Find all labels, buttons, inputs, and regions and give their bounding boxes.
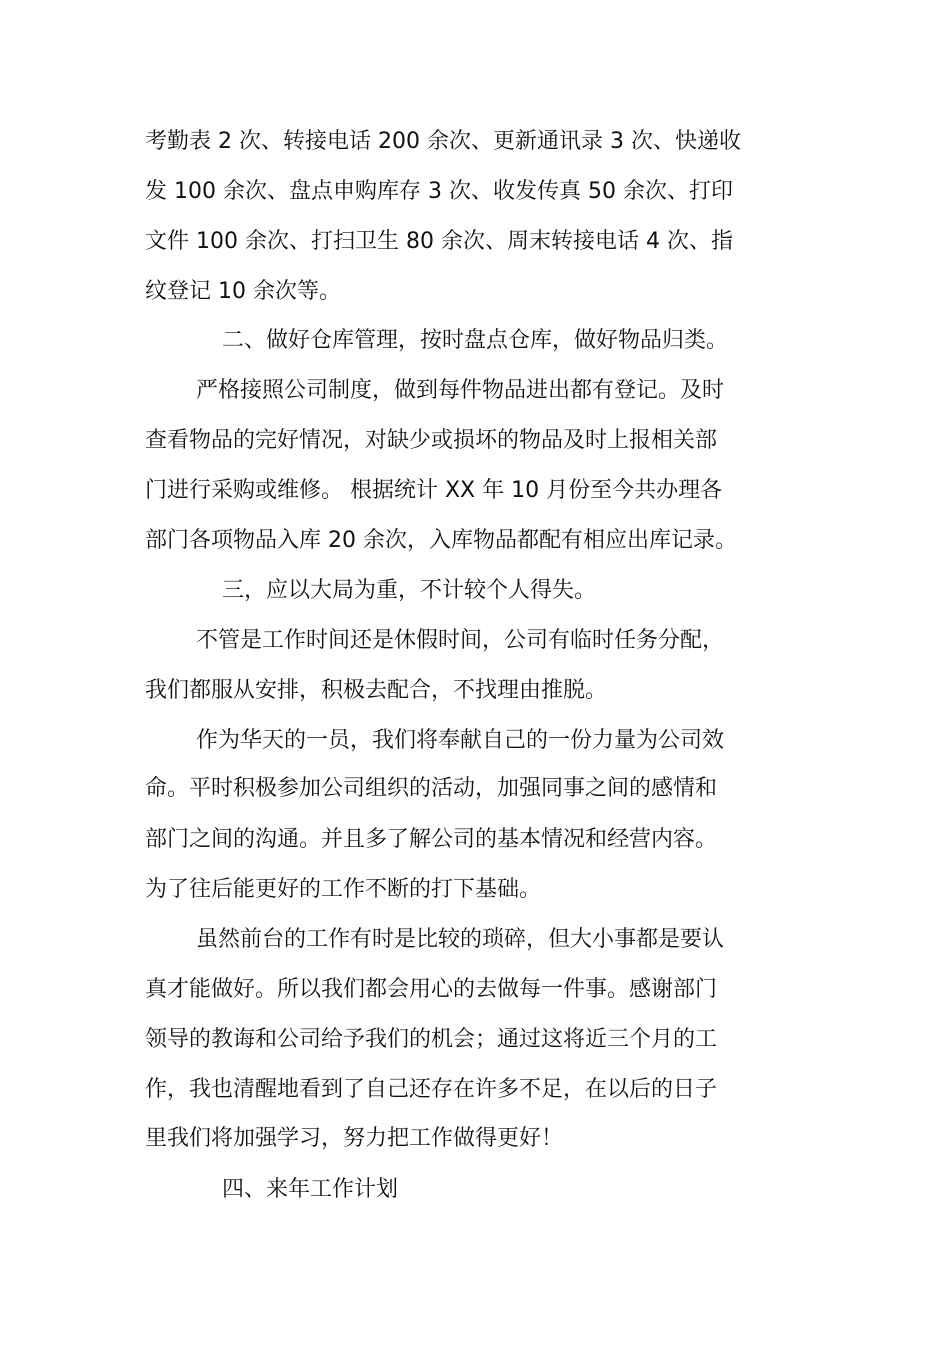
text-line-13: 作为华天的一员，我们将奉献自己的一份力量为公司效 [196,728,725,753]
text-line-1: 考勤表 2 次、转接电话 200 余次、更新通讯录 3 次、快递收 [145,129,741,154]
text-line-11: 不管是工作时间还是休假时间，公司有临时任务分配， [196,628,725,653]
section-heading-2: 二、做好仓库管理，按时盘点仓库，做好物品归类。 [222,328,729,353]
text-line-6: 严格接照公司制度，做到每件物品进出都有登记。及时 [196,378,725,403]
text-line-3: 文件 100 余次、打扫卫生 80 余次、周末转接电话 4 次、指 [145,229,733,254]
text-line-12: 我们都服从安排，积极去配合，不找理由推脱。 [145,678,608,703]
section-heading-3: 三，应以大局为重，不计较个人得失。 [222,578,597,603]
text-line-14: 命。平时积极参加公司组织的活动，加强同事之间的感情和 [145,776,718,801]
text-line-9: 部门各项物品入库 20 余次，入库物品都配有相应出库记录。 [145,528,737,553]
text-line-18: 真才能做好。所以我们都会用心的去做每一件事。感谢部门 [145,977,718,1002]
section-heading-4: 四、来年工作计划 [222,1177,399,1202]
text-line-21: 里我们将加强学习，努力把工作做得更好！ [145,1126,564,1151]
text-line-8: 门进行采购或维修。 根据统计 XX 年 10 月份至今共办理各 [145,478,723,503]
text-line-20: 作，我也清醒地看到了自己还存在许多不足，在以后的日子 [145,1077,718,1102]
text-line-15: 部门之间的沟通。并且多了解公司的基本情况和经营内容。 [145,827,718,852]
text-line-17: 虽然前台的工作有时是比较的琐碎，但大小事都是要认 [196,927,725,952]
text-line-19: 领导的教诲和公司给予我们的机会；通过这将近三个月的工 [145,1027,718,1052]
text-line-2: 发 100 余次、盘点申购库存 3 次、收发传真 50 余次、打印 [145,179,733,204]
text-line-16: 为了往后能更好的工作不断的打下基础。 [145,877,542,902]
text-line-4: 纹登记 10 余次等。 [145,279,341,304]
text-line-7: 查看物品的完好情况，对缺少或损坏的物品及时上报相关部 [145,428,718,453]
